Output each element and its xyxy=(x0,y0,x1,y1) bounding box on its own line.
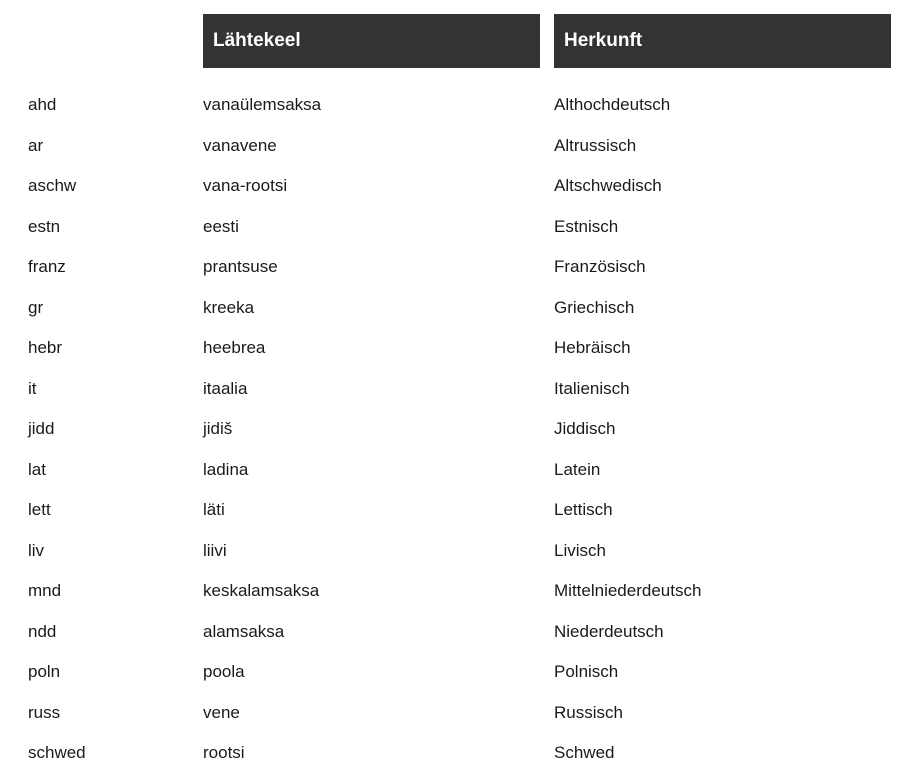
source-language-cell: alamsaksa xyxy=(203,621,285,641)
table-row xyxy=(0,288,912,329)
abbreviation-cell: ahd xyxy=(28,95,57,114)
origin-cell: Jiddisch xyxy=(554,419,616,438)
table-row xyxy=(0,612,912,653)
abbreviation-cell: jidd xyxy=(28,419,55,438)
table-row xyxy=(0,652,912,693)
table-row xyxy=(0,126,912,167)
source-language-cell: liivi xyxy=(203,540,227,560)
abbreviation-cell: franz xyxy=(28,257,66,276)
table-row xyxy=(0,490,912,531)
source-language-cell: vanavene xyxy=(203,135,277,155)
abbreviation-cell: estn xyxy=(28,216,61,236)
abbreviation-cell: poln xyxy=(28,662,61,681)
source-language-cell: läti xyxy=(203,500,225,519)
origin-cell: Althochdeutsch xyxy=(554,95,671,114)
abbreviation-cell: gr xyxy=(28,297,44,317)
table-row xyxy=(0,166,912,207)
abbreviation-cell: russ xyxy=(28,702,61,722)
abbreviation-cell: lat xyxy=(28,459,46,479)
table-row xyxy=(0,693,912,734)
column-header-source-language: Lähtekeel xyxy=(203,14,540,68)
origin-cell: Livisch xyxy=(554,540,606,560)
origin-cell: Niederdeutsch xyxy=(554,621,664,641)
abbreviation-cell: aschw xyxy=(28,176,77,195)
origin-cell: Französisch xyxy=(554,257,646,276)
table-row xyxy=(0,450,912,491)
origin-cell: Polnisch xyxy=(554,662,619,681)
table-row xyxy=(0,409,912,450)
source-language-cell: kreeka xyxy=(203,297,255,317)
origin-cell: Estnisch xyxy=(554,216,619,236)
table-row xyxy=(0,733,912,774)
source-language-cell: poola xyxy=(203,662,245,681)
abbreviation-cell: ar xyxy=(28,135,44,155)
source-language-cell: rootsi xyxy=(203,743,245,762)
origin-cell: Hebräisch xyxy=(554,338,631,357)
abbreviation-cell: ndd xyxy=(28,621,57,641)
table-row xyxy=(0,85,912,126)
table-row xyxy=(0,207,912,248)
abbreviation-cell: lett xyxy=(28,500,51,519)
abbreviation-cell: mnd xyxy=(28,581,62,600)
origin-cell: Italienisch xyxy=(554,378,630,398)
table-row xyxy=(0,531,912,572)
abbreviation-cell: hebr xyxy=(28,338,63,357)
table-row xyxy=(0,369,912,410)
source-language-cell: vanaülemsaksa xyxy=(203,95,322,114)
origin-cell: Altrussisch xyxy=(554,135,637,155)
source-language-cell: heebrea xyxy=(203,338,266,357)
column-header-origin: Herkunft xyxy=(554,14,891,68)
abbreviation-cell: it xyxy=(28,378,37,398)
origin-cell: Schwed xyxy=(554,743,615,762)
abbreviation-cell: liv xyxy=(28,540,45,560)
source-language-cell: itaalia xyxy=(203,378,248,398)
origin-cell: Latein xyxy=(554,459,601,479)
table-row xyxy=(0,571,912,612)
origin-cell: Griechisch xyxy=(554,297,635,317)
table-row xyxy=(0,328,912,369)
language-table-body xyxy=(0,85,912,774)
source-language-cell: vana-rootsi xyxy=(203,176,288,195)
source-language-cell: ladina xyxy=(203,459,249,479)
origin-cell: Mittelniederdeutsch xyxy=(554,581,702,600)
source-language-cell: keskalamsaksa xyxy=(203,581,320,600)
origin-cell: Lettisch xyxy=(554,500,613,519)
origin-cell: Russisch xyxy=(554,702,623,722)
source-language-cell: prantsuse xyxy=(203,257,278,276)
abbreviation-cell: schwed xyxy=(28,743,86,762)
origin-cell: Altschwedisch xyxy=(554,176,662,195)
source-language-cell: jidiš xyxy=(203,419,233,438)
source-language-cell: eesti xyxy=(203,216,239,236)
table-row xyxy=(0,247,912,288)
source-language-cell: vene xyxy=(203,702,240,722)
